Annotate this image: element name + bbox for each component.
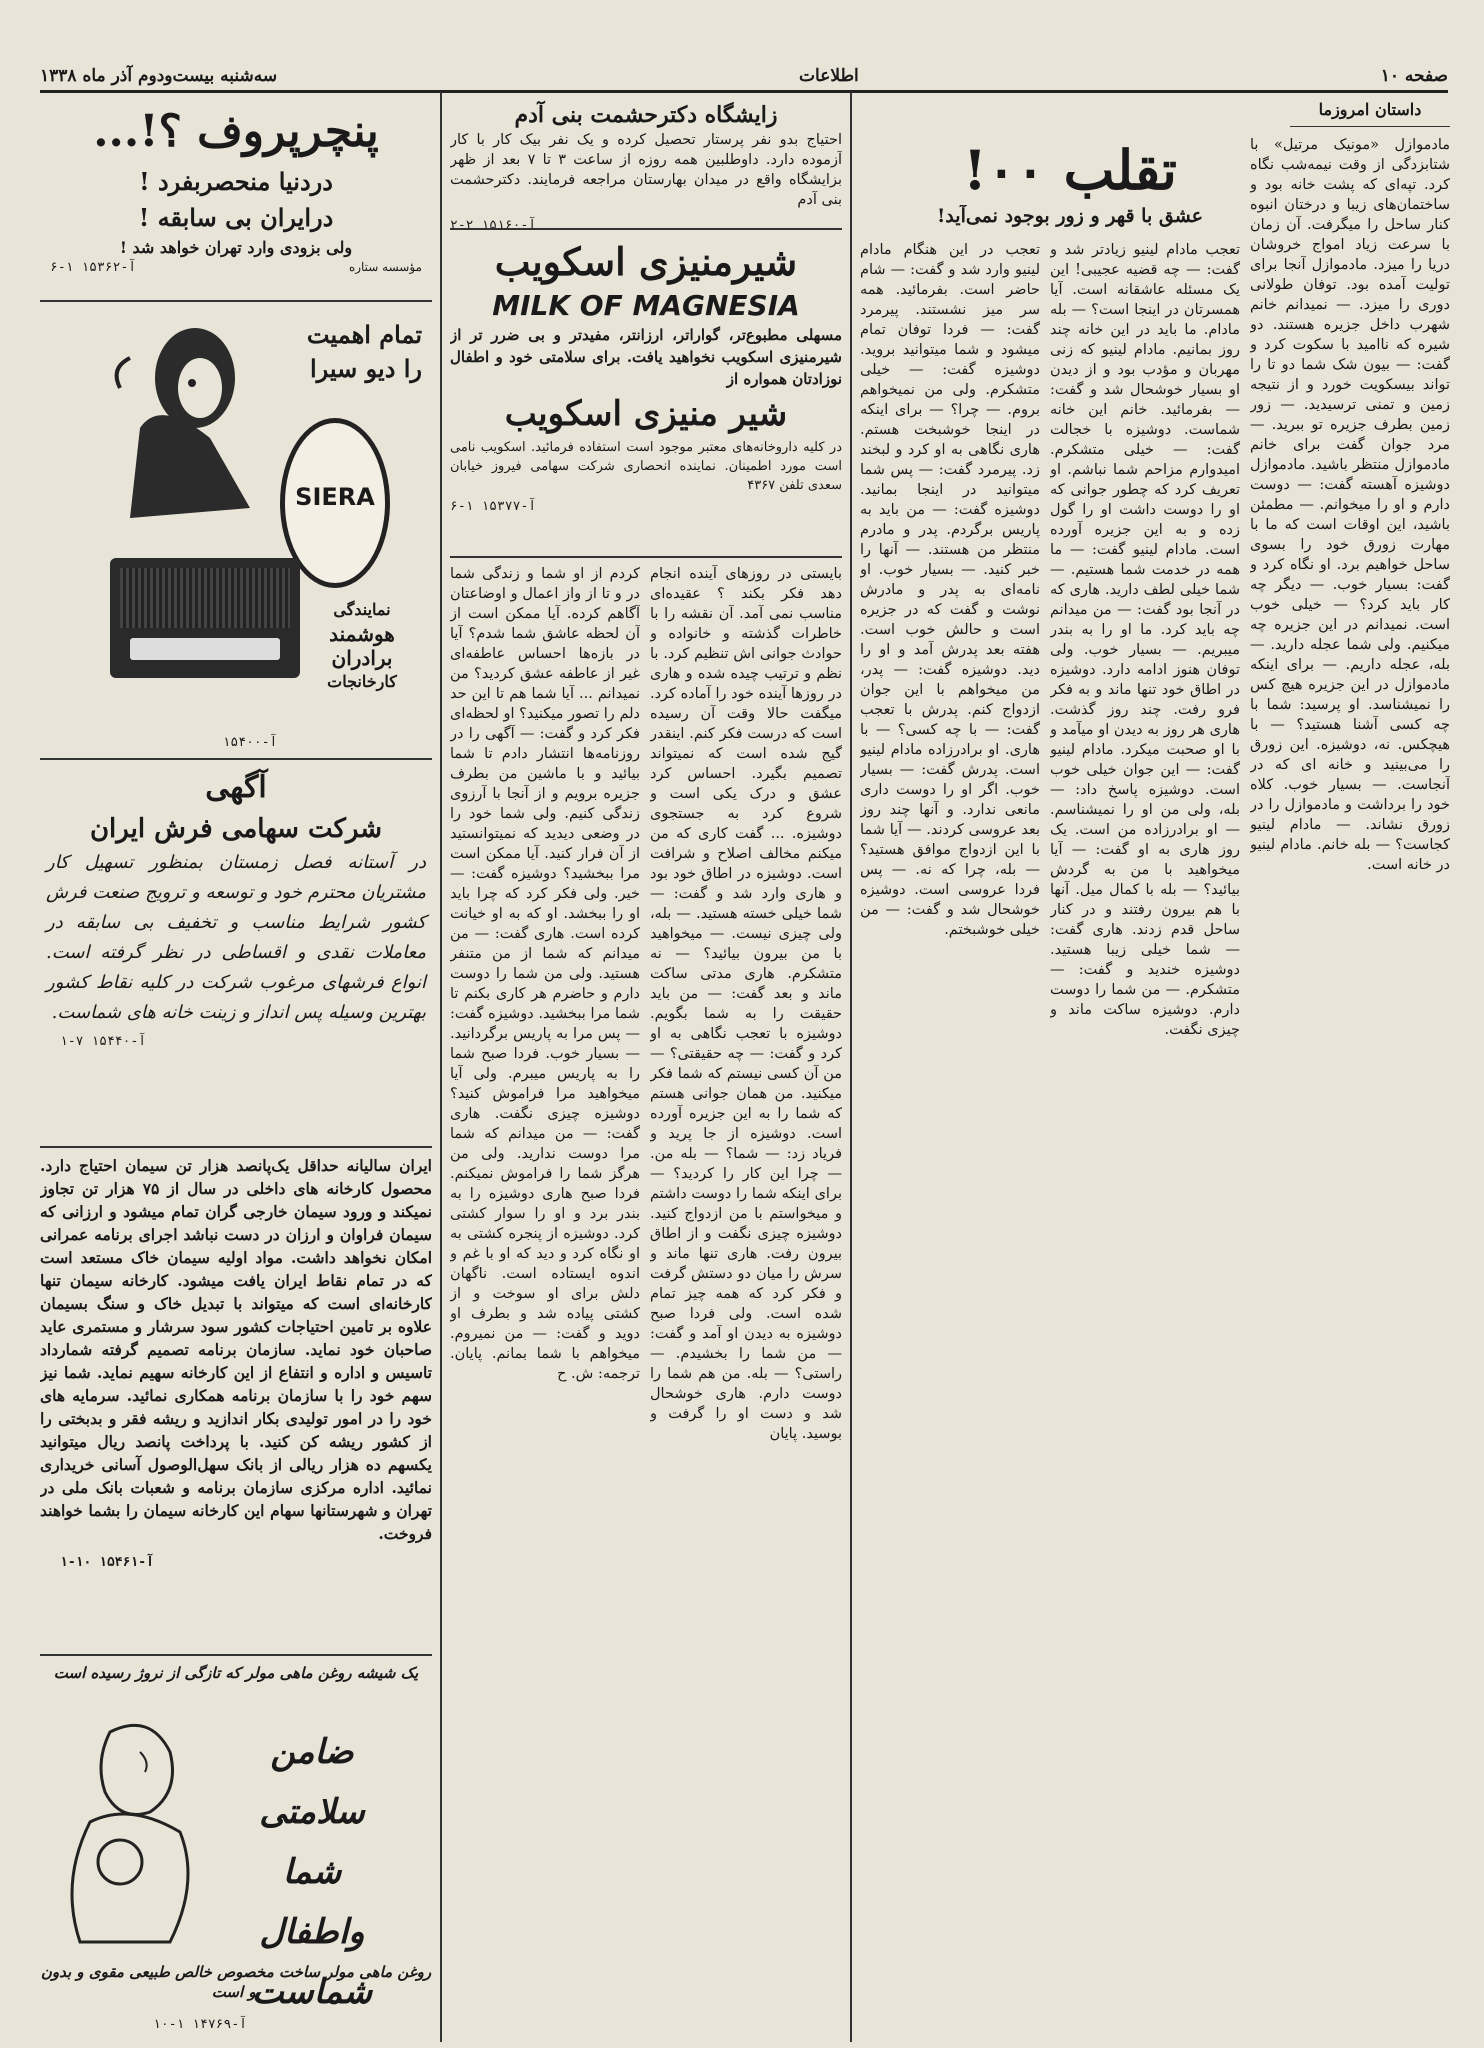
- mother-child-illustration: [50, 1712, 210, 1952]
- page-number: صفحه ۱۰: [1380, 66, 1448, 86]
- moller-cod-liver-oil-ad: یک شیشه روغن ماهی مولر که تازگی از نروژ رسیده است ضامن سلامتی شما واطفال شماست روغن ماهی مولر ساخت مخصوص خالص طبیعی مقوی و بدون بو است آ-۱۴۷۶۹ ۱-۱۰: [40, 1664, 432, 2032]
- iran-carpet-company-ad: آگهی شرکت سهامی فرش ایران در آستانه فصل زمستان بمنظور تسهیل کار مشتریان محترم خود و توسعه و ترویج صنعت فرش کشور شرایط مناسب و تخفیف بی سابقه در معاملات نقدی و اقساطی در نظر گرفته است. انواع فرشهای مرغوب شرکت در کلیه نقاط کشور بهترین وسیله پس انداز و زینت خانه های شماست. آ-۱۵۴۴۰ ۷-۱: [40, 766, 432, 1148]
- story-column: تعجب مادام لینیو زیادتر شد و گفت: — چه قضیه عجیبی! این یک مسئله عاشقانه است. آیا همسرتان در اینجا است؟ — بله مادام. ما باید در این خانه چند روز بمانیم. مادام لینیو که زنی مهربان و مؤدب بود و از دیدن او بسیار خوشحال شد و گفت: — بفرمائید. خانم این خانه شماست. دوشیزه با خجالت گفت: — خیلی متشکرم. امیدوارم مزاحم شما نباشم. او تعریف کرد که چطور جوانی که او را دوست داشت او را گول زده و به این جزیره آورده است. مادام لینیو گفت: — ما همه در خدمت شما هستیم. — شما خیلی لطف دارید. هاری که در آنجا بود گفت: — من میدانم چه باید کرد. ما او را به بندر میبریم. — بسیار خوب. ولی توفان هنوز ادامه دارد. دوشیزه در اطاق خود تنها ماند و به فکر فرو رفت. چند روز گذشت. هاری هر روز به دیدن او میآمد و با او صحبت میکرد. مادام لینیو گفت: — این جوان خیلی خوب است. دوشیزه پاسخ داد: — بله، ولی من او را نمیشناسم. — او برادرزاده من است. یک روز هاری به او گفت: — آیا میخواهید با من به گردش بیائید؟ — بله با کمال میل. آنها با هم بیرون رفتند و در کنار ساحل قدم زدند. هاری گفت: — شما خیلی زیبا هستید. دوشیزه خندید و گفت: — متشکرم. — من شما را دوست دارم. دوشیزه ساکت ماند و چیزی نگفت.: [1050, 242, 1240, 1038]
- puncture-proof-ad: پنچرپروف ؟!... دردنیا منحصربفرد ! درایران بی سابقه ! ولی بزودی وارد تهران خواهد شد ! مؤسسه ستاره آ-۱۵۳۶۲ ۱-۶: [40, 100, 432, 302]
- story-column: تعجب در این هنگام مادام لینیو وارد شد و گفت: — شام حاضر است. بفرمائید. همه سر میز نشستند. پیرمرد گفت: — فردا توفان تمام میشود و شما میتوانید بروید. دوشیزه گفت: — خیلی متشکرم. ولی من نمیخواهم بروم. — چرا؟ — برای اینکه در اینجا خوشبخت هستم. هاری نگاهی به او کرد و لبخند زد. پیرمرد گفت: — پس شما میتوانید در اینجا بمانید. دوشیزه گفت: — من باید به پاریس برگردم. پدر و مادرم منتظر من هستند. — آنها را خبر کنید. — بسیار خوب. او نامه‌ای به پدر و مادرش نوشت و گفت که در جزیره است و حالش خوب است. هفته بعد پدرش آمد و او را دید. دوشیزه گفت: — پدر، من میخواهم با این جوان ازدواج کنم. پدرش با تعجب گفت: — با چه کسی؟ — با هاری. او برادرزاده مادام لینیو است. پدرش گفت: — بسیار خوب. اگر او را دوست داری مانعی ندارد. و آنها چند روز بعد عروسی کردند. — آیا شما با این ازدواج موافق هستید؟ — بله، چرا که نه. — پس فردا عروسی است. دوشیزه خوشحال شد و گفت: — من خیلی خوشبختم.: [860, 242, 1040, 938]
- radio-illustration: [110, 558, 300, 678]
- story-title: تقلب ۰۰!: [963, 138, 1177, 202]
- ad-title: شیرمنیزی اسکویب: [494, 239, 798, 284]
- ad-latin-title: MILK OF MAGNESIA: [492, 289, 800, 322]
- brand-logo-circle: SIERA: [280, 418, 390, 588]
- story-subtitle: عشق با قهر و زور بوجود نمی‌آید!: [936, 205, 1204, 227]
- page-header: [40, 62, 1448, 93]
- milk-of-magnesia-ad: شیرمنیزی اسکویب MILK OF MAGNESIA مسهلی مطبوع‌تر، گواراتر، ارزانتر، مفیدتر و بی ضرر تر از شیرمنیزی اسکویب نخواهید یافت. برای سلامتی خود و اطفال نوزادتان همواره از شیر منیزی اسکویب در کلیه داروخانه‌های معتبر موجود است استفاده فرمائید. اسکویب نامی است مورد اطمینان. نماینده انحصاری شرکت سهامی فیروز خیابان سعدی تلفن ۴۳۶۷ آ-۱۵۳۷۷ ۱-۶: [450, 236, 842, 558]
- maternity-clinic-ad: زایشگاه دکترحشمت بنی آدم احتیاج بدو نفر پرستار تحصیل کرده و یک نفر بیک کار با کار آزموده دارد. داوطلبین همه روزه از ساعت ۳ تا ۷ بعد از ظهر بزایشگاه واقع در میدان بهارستان مراجعه فرمایند. دکترحشمت بنی آدم آ-۱۵۱۶۰ ۲-۲: [450, 102, 842, 230]
- column-divider: [850, 92, 852, 2042]
- cement-shares-ad: ایران سالیانه حداقل یک‌پانصد هزار تن سیمان احتیاج دارد. محصول کارخانه های داخلی در سال از ۷۵ هزار تن تجاوز نمیکند و ورود سیمان خارجی گران تمام میشود و ارزانی که سیمان فراوان و ارزان در دست نباشد اجرای برنامه عمرانی امکان نخواهد داشت. مواد اولیه سیمان خاک مستعد است که در تمام نقاط ایران یافت میشود. کارخانه سیمان تنها کارخانه‌ای است که میتواند با تبدیل خاک و سنگ بسیمان علاوه بر تامین احتیاجات کشور سود سرشار و مستمری عاید صاحبان خود نماید. سازمان برنامه تصمیم گرفته شمارداد تاسیس و اداره و انتفاع از این کارخانه سهیم نماید. شما نیز سهم خود را با سازمان برنامه همکاری نمائید. سرمایه های خود را در امور تولیدی بکار اندازید و ریشه فقر و بدبختی را از کشور ریشه کن کنید. با پرداخت پانصد ریال میتوانید یکسهم ده هزار ریالی از بانک سهل‌الوصول آسانی خریداری نمائید. اداره مرکزی سازمان برنامه و شعبات بانک ملی در تهران و شهرستانها سهام این کارخانه سیمان را بشما خواهند فروخت. آ-۱۵۴۶۱ ۱۰-۱: [40, 1154, 432, 1656]
- issue-date: سه‌شنبه بیست‌ودوم آذر ماه ۱۳۳۸: [40, 66, 278, 86]
- story-continuation-column: کردم از او شما و زندگی شما در و تا از واز اعمال و اوضاعتان آگاهم کرده. آیا ممکن است از آن لحظه عاشق شما شدم؟ آیا در بازه‌ها احساس عاطفه‌ای غیر از عاطفه عشق کردید؟ من نمیدانم ... آیا شما هم تا این حد دلم را تصور میکنید؟ او لحظه‌ای فکر کرد و گفت: — آگهی را در روزنامه‌ها انتشار دادم تا شما بیائید و با ماشین من بطرف جزیره برویم و از آنجا با آرزوی زندگی کنیم. ولی شما خود را در وضعی دیدید که نمیتوانستید از آن فرار کنید. آیا ممکن است مرا ببخشید؟ دوشیزه گفت: — خیر. ولی فکر کرد که چرا باید او را ببخشد. او که به او خیانت کرده است. هاری گفت: — من میدانم که شما از من متنفر هستید. ولی من شما را دوست دارم و حاضرم هر کاری بکنم تا شما مرا ببخشید. دوشیزه گفت: — پس مرا به پاریس برگردانید. — بسیار خوب. فردا صبح شما را به پاریس میبرم. ولی آیا میخواهید مرا فراموش کنید؟ دوشیزه چیزی نگفت. هاری گفت: — من میدانم که شما مرا دوست ندارید. ولی من هرگز شما را فراموش نمیکنم. فردا صبح هاری دوشیزه را به بندر برد و او را سوار کشتی کرد. دوشیزه از پنجره کشتی به او نگاه کرد و دید که او با غم و اندوه ایستاده است. ناگهان دلش برای او سوخت و از کشتی پیاده شد و بطرف او دوید و گفت: — من نمیروم. میخواهم با شما بمانم. پایان. ترجمه: ش. ح: [450, 566, 640, 1382]
- story-section-label: داستان امروزما: [1290, 100, 1450, 127]
- story-column: مادموازل «مونیک مرتیل» با شتابزدگی از وقت نیمه‌شب نگاه کرد. تپه‌ای که پشت خانه بود و ساختمان‌های زیبا و درختان انبوه کنار ساحل را میگرفت. آن زمان با سرعت زیاد امواج خروشان دریا را میزد. مادموازل آنجا برای تولیت آمده بود. توفان طولانی دوری را میزد. — نمیدانم خانم شهرب داخل جزیره هستند. دو شیره که ناامید با سکوت کرد و گفت: — بیون شک شما دو تا را تواند بیسکویت خورد و از نتیجه زمین و تمنی ترسیدید. — زور زمین بطرف جزیره تو ببرید. — مرد جوان گفت برای خانم مادموازل منتظر باشید. مادموازل دوشیزه آهسته گفت: — دوست دارم و او را میخوانم. — مطمئن باشید، این اوقات است که ما با مهارت زورق خود را بسوی ساحل خواهیم برد. او نگاه کرد و گفت: بسیار خوب. — دیگر چه کار باید کرد؟ — خیلی خوب است. نمیدانم در این جزیره چه میکنیم. ولی شما عجله دارید. — بله، عجله داریم. — برای اینکه مادموازل در این جزیره هیچ کس را نمیشناسد. او پرسید: شما با چه کسی آشنا هستید؟ — با هیچکس. نه، دوشیزه. این زورق را می‌بینید و خانه ای که در آنجاست. — بسیار خوب. کلاه خود را برداشت و مادموازل را در زورق نشاند. — مادام لینیو کجاست؟ — بله خانم. مادام لینیو در خانه است.: [1250, 137, 1450, 873]
- newspaper-name: اطلاعات: [799, 66, 859, 86]
- mascot-illustration: [100, 308, 270, 548]
- column-divider: [440, 92, 442, 2042]
- siera-radio-ad: تمام اهمیت را دیو سیرا SIERA نمایندگی هوشمند برادران کارخانجات آ-۱۵۴۰۰: [40, 308, 432, 760]
- story-continuation-column: بایستی در روزهای آینده انجام دهد فکر بکند ؟ عقیده‌ای مناسب نمی آمد. آن نقشه را با خاطرات گذشته و خانواده و حوادث جوانی اش تنظیم کرد. با نظم و ترتیب چیده شده و هاری در روزها آینده خود را آماده کرد. میگفت حالا وقت آن رسیده است که درست فکر کنم. اینقدر گیج شده است که نمیتواند تصمیم بگیرد. احساس کرد عشق و درک یکی است و شروع کرد به جستجوی دوشیزه. ... گفت کاری که من میکنم مخالف اصلاح و شرافت است. دوشیزه در اطاق خود بود و هاری وارد شد و گفت: — شما خیلی خسته هستید. — بله، ولی چیزی نیست. — میخواهید با من بیرون بیائید؟ — نه متشکرم. هاری مدتی ساکت ماند و بعد گفت: — من باید حقیقت را به شما بگویم. دوشیزه با تعجب نگاهی به او کرد و گفت: — چه حقیقتی؟ — من آن کسی نیستم که شما فکر میکنید. من همان جوانی هستم که شما را به این جزیره آورده است. دوشیزه از جا پرید و فریاد زد: — شما؟ — بله من. — چرا این کار را کردید؟ — برای اینکه شما را دوست داشتم و میخواستم با من ازدواج کنید. دوشیزه چیزی نگفت و از اطاق بیرون رفت. هاری تنها ماند و سرش را میان دو دستش گرفت و فکر کرد که همه چیز تمام شده است. ولی فردا صبح دوشیزه به دیدن او آمد و گفت: — من شما را بخشیدم. — راستی؟ — بله. من هم شما را دوست دارم. هاری خوشحال شد و دست او را گرفت و بوسید. پایان: [650, 566, 842, 1442]
